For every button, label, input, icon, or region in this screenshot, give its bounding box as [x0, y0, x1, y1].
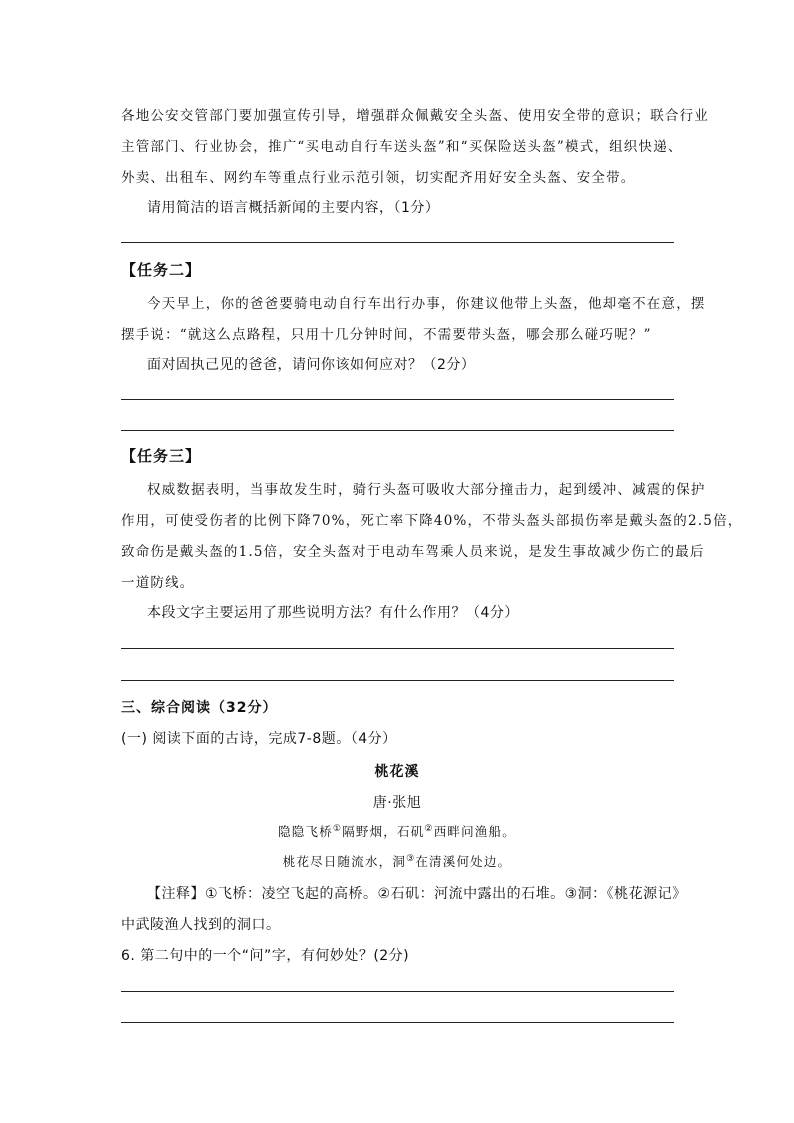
task2-line-1: 今天早上，你的爸爸要骑电动自行车出行办事，你建议他带上头盔，他却毫不在意，摆 — [147, 296, 706, 312]
poem-line-2: 桃花尽日随流水，洞③在清溪何处边。 — [282, 853, 512, 869]
task3-line-1: 权威数据表明，当事故发生时，骑行头盔可吸收大部分撞击力，起到缓冲、减震的保护 — [147, 482, 706, 498]
answer-line[interactable] — [121, 399, 674, 400]
answer-line[interactable] — [121, 1022, 674, 1023]
answer-line[interactable] — [121, 648, 674, 649]
intro-line-2: 主管部门、行业协会，推广“买电动自行车送头盔”和“买保险送头盔”模式，组织快递、 — [121, 139, 683, 155]
question-6: 6. 第二句中的一个“问”字，有何妙处？(2分) — [121, 948, 410, 964]
answer-line[interactable] — [121, 430, 674, 431]
task3-title: 【任务三】 — [121, 447, 202, 465]
intro-line-1: 各地公安交管部门要加强宣传引导，增强群众佩戴安全头盔、使用安全带的意识；联合行业 — [121, 108, 709, 124]
task2-title: 【任务二】 — [121, 261, 202, 279]
task2-line-2: 摆手说：“就这么点路程，只用十几分钟时间，不需要带头盔，哪会那么碰巧呢？” — [121, 327, 652, 343]
question-summary: 请用简洁的语言概括新闻的主要内容，（1分） — [147, 200, 440, 216]
poem-author: 唐·张旭 — [372, 795, 422, 811]
task3-line-3: 致命伤是戴头盔的1.5倍，安全头盔对于电动车驾乘人员来说，是发生事故减少伤亡的最后 — [121, 544, 705, 560]
task3-line-2: 作用，可使受伤者的比例下降70%，死亡率下降40%，不带头盔头部损伤率是戴头盔的2.5倍， — [121, 513, 743, 529]
question-dad: 面对固执己见的爸爸，请问你该如何应对？（2分） — [147, 357, 476, 373]
section3-title: 三、综合阅读（32分） — [121, 700, 278, 716]
notes-line-2: 中武陵渔人找到的洞口。 — [121, 917, 281, 933]
notes-line-1: 【注释】①飞桥：凌空飞起的高桥。②石矶：河流中露出的石堆。③洞：《桃花源记》 — [147, 886, 687, 902]
poem-title: 桃花溪 — [374, 764, 420, 780]
answer-line[interactable] — [121, 242, 674, 243]
answer-line[interactable] — [121, 991, 674, 992]
intro-line-3: 外卖、出租车、网约车等重点行业示范引领，切实配齐用好安全头盔、安全带。 — [121, 170, 636, 186]
section3-sub1: (一) 阅读下面的古诗，完成7-8题。（4分） — [121, 731, 397, 747]
poem-line-1: 隐隐飞桥①隔野烟，石矶②西畔问渔船。 — [278, 823, 516, 839]
question-methods: 本段文字主要运用了那些说明方法？有什么作用？（4分） — [147, 605, 519, 621]
task3-line-4: 一道防线。 — [121, 575, 195, 591]
answer-line[interactable] — [121, 680, 674, 681]
